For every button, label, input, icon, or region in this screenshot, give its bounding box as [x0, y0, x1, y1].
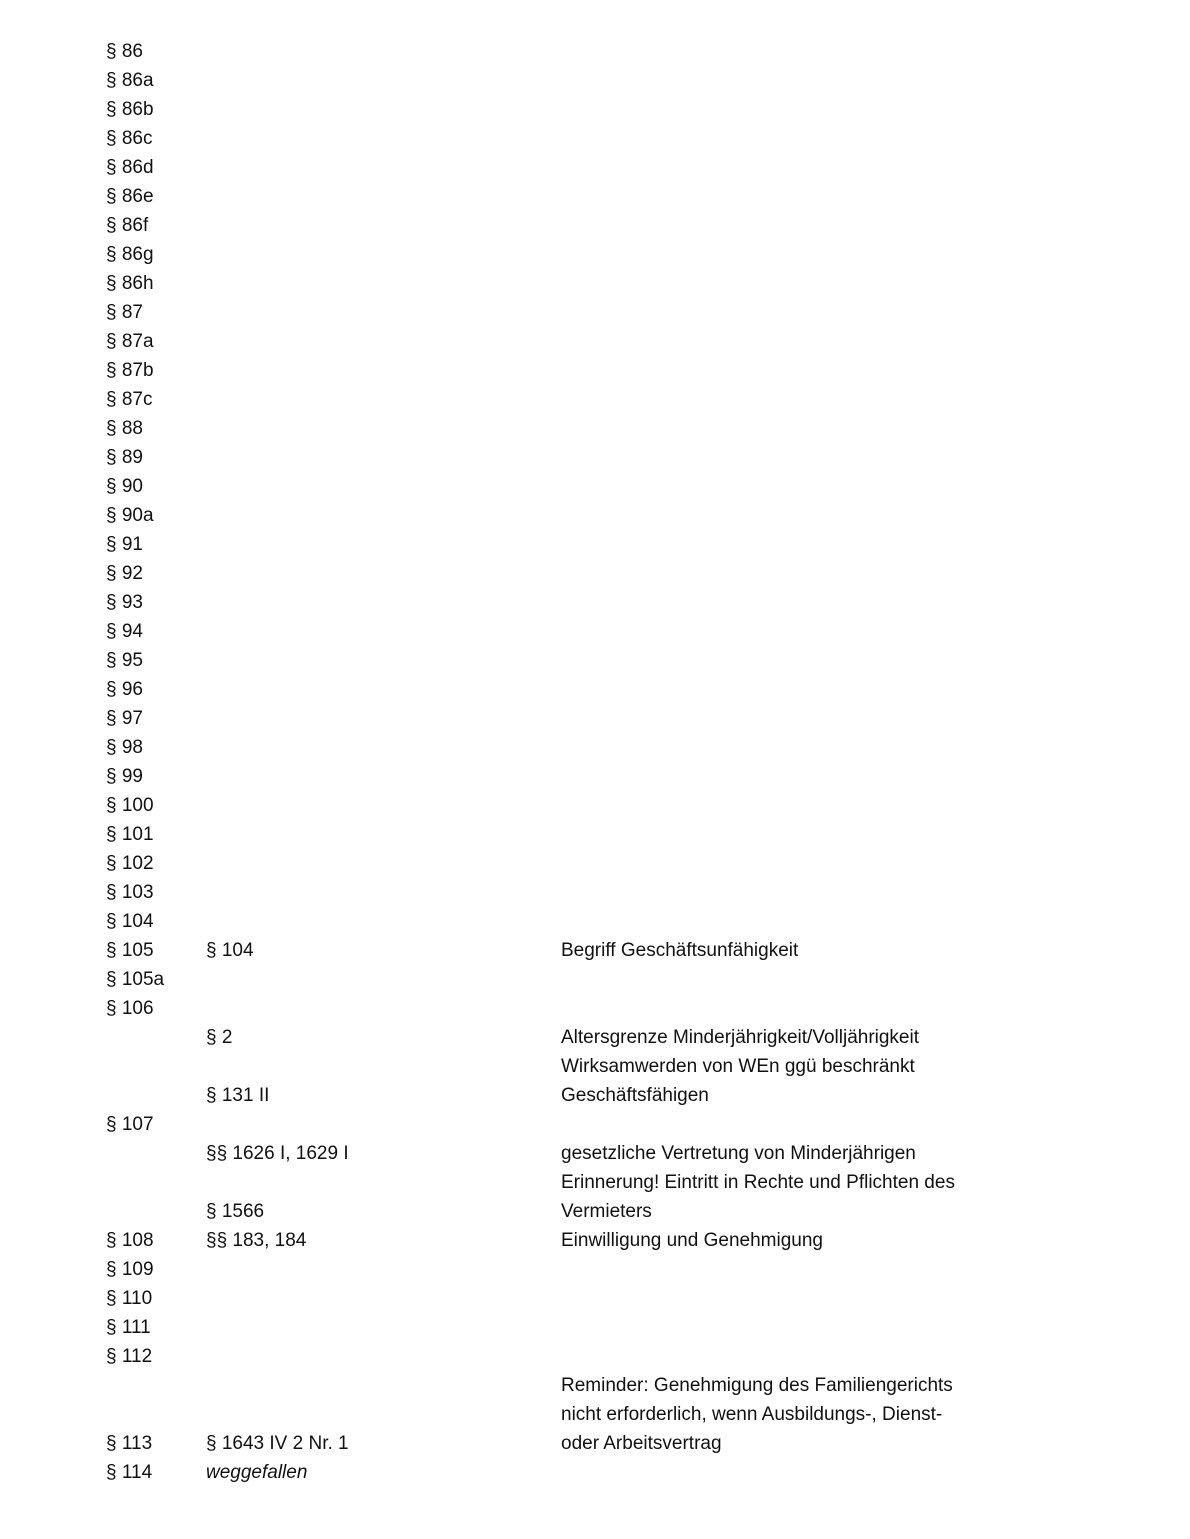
note-cell	[561, 501, 1106, 530]
note-cell	[561, 240, 1106, 269]
reference-cell	[206, 298, 561, 327]
section-number: § 86h	[106, 273, 154, 294]
section-number	[106, 1400, 206, 1429]
reference-cell	[206, 1110, 561, 1139]
note-cell	[561, 1313, 1106, 1342]
note-cell: Vermieters	[561, 1201, 652, 1222]
note-cell	[561, 965, 1106, 994]
note-cell	[561, 153, 1106, 182]
table-row	[106, 1313, 1106, 1342]
section-number: § 89	[106, 447, 143, 468]
note-cell	[561, 298, 1106, 327]
section-number: § 98	[106, 737, 143, 758]
reference-cell	[206, 1400, 561, 1429]
reference-cell: §§ 183, 184	[206, 1230, 307, 1251]
section-number	[106, 1139, 206, 1168]
reference-cell	[206, 414, 561, 443]
reference-cell	[206, 675, 561, 704]
table-row	[106, 965, 1106, 994]
note-cell	[561, 443, 1106, 472]
note-cell	[561, 646, 1106, 675]
note-cell	[561, 182, 1106, 211]
reference-cell	[206, 182, 561, 211]
reference-cell	[206, 153, 561, 182]
table-row	[106, 95, 1106, 124]
table-row	[106, 240, 1106, 269]
table-row	[106, 1023, 1106, 1052]
reference-cell: § 1566	[206, 1201, 265, 1222]
reference-cell	[206, 646, 561, 675]
table-row	[106, 762, 1106, 791]
section-number: § 96	[106, 679, 143, 700]
section-number: § 111	[106, 1317, 151, 1338]
note-cell	[561, 704, 1106, 733]
note-cell: nicht erforderlich, wenn Ausbildungs-, Dienst-	[561, 1404, 943, 1425]
reference-cell	[206, 1255, 561, 1284]
reference-cell	[206, 1371, 561, 1400]
table-row	[106, 1342, 1106, 1371]
table-row	[106, 1081, 1106, 1110]
table-row	[106, 588, 1106, 617]
table-row	[106, 791, 1106, 820]
note-cell	[561, 849, 1106, 878]
reference-cell	[206, 37, 561, 66]
table-row	[106, 211, 1106, 240]
note-cell	[561, 37, 1106, 66]
section-number: § 87c	[106, 389, 153, 410]
section-number: § 105a	[106, 969, 165, 990]
reference-cell	[206, 588, 561, 617]
note-cell	[561, 472, 1106, 501]
table-row	[106, 1255, 1106, 1284]
note-cell	[561, 1110, 1106, 1139]
table-row	[106, 327, 1106, 356]
section-number: § 95	[106, 650, 143, 671]
section-number: § 93	[106, 592, 143, 613]
section-number: § 90	[106, 476, 143, 497]
note-cell	[561, 559, 1106, 588]
table-row	[106, 414, 1106, 443]
reference-cell	[206, 820, 561, 849]
note-cell	[561, 95, 1106, 124]
section-number: § 103	[106, 882, 154, 903]
table-row	[106, 1197, 1106, 1226]
section-number: § 108	[106, 1230, 154, 1251]
table-row	[106, 1458, 1106, 1487]
reference-cell: § 1643 IV 2 Nr. 1	[206, 1433, 349, 1454]
section-number	[106, 1052, 206, 1081]
table-row	[106, 1110, 1106, 1139]
note-cell	[561, 414, 1106, 443]
table-row	[106, 1429, 1106, 1458]
section-number	[106, 1081, 206, 1110]
table-row	[106, 1400, 1106, 1429]
reference-cell	[206, 704, 561, 733]
table-row	[106, 675, 1106, 704]
section-number: § 92	[106, 563, 143, 584]
section-number: § 87	[106, 302, 143, 323]
reference-cell	[206, 559, 561, 588]
note-cell	[561, 675, 1106, 704]
note-cell	[561, 762, 1106, 791]
table-row	[106, 704, 1106, 733]
section-number: § 112	[106, 1346, 153, 1367]
reference-cell: § 2	[206, 1027, 233, 1048]
table-row	[106, 530, 1106, 559]
reference-cell	[206, 994, 561, 1023]
note-cell	[561, 588, 1106, 617]
note-cell	[561, 124, 1106, 153]
reference-cell	[206, 211, 561, 240]
reference-cell	[206, 95, 561, 124]
section-number	[106, 1168, 206, 1197]
reference-cell	[206, 733, 561, 762]
table-row	[106, 617, 1106, 646]
note-cell: Einwilligung und Genehmigung	[561, 1230, 823, 1251]
note-cell	[561, 530, 1106, 559]
table-row	[106, 820, 1106, 849]
reference-cell	[206, 617, 561, 646]
section-number: § 97	[106, 708, 143, 729]
reference-cell	[206, 1052, 561, 1081]
note-cell: Erinnerung! Eintritt in Rechte und Pflichten des	[561, 1172, 955, 1193]
table-row	[106, 269, 1106, 298]
note-cell	[561, 356, 1106, 385]
section-number: § 105	[106, 940, 154, 961]
note-cell	[561, 820, 1106, 849]
table-row	[106, 298, 1106, 327]
section-number: § 90a	[106, 505, 154, 526]
note-cell	[561, 327, 1106, 356]
reference-cell	[206, 849, 561, 878]
section-number: § 86	[106, 41, 143, 62]
note-cell	[561, 1255, 1106, 1284]
reference-cell	[206, 1342, 561, 1371]
table-row	[106, 124, 1106, 153]
table-row	[106, 994, 1106, 1023]
section-number: § 94	[106, 621, 143, 642]
paragraph-table	[106, 37, 1106, 1487]
note-cell: Altersgrenze Minderjährigkeit/Volljährigkeit	[561, 1027, 920, 1048]
table-row	[106, 907, 1106, 936]
section-number: § 101	[106, 824, 154, 845]
section-number: § 88	[106, 418, 143, 439]
reference-cell: § 104	[206, 940, 254, 961]
note-cell	[561, 1284, 1106, 1313]
table-row	[106, 646, 1106, 675]
reference-cell: §§ 1626 I, 1629 I	[206, 1143, 349, 1164]
note-cell	[561, 994, 1106, 1023]
table-row	[106, 1371, 1106, 1400]
note-cell	[561, 211, 1106, 240]
table-row	[106, 472, 1106, 501]
table-row	[106, 153, 1106, 182]
section-number: § 104	[106, 911, 154, 932]
table-row	[106, 878, 1106, 907]
table-row	[106, 37, 1106, 66]
section-number: § 106	[106, 998, 154, 1019]
note-cell	[561, 385, 1106, 414]
section-number: § 86f	[106, 215, 149, 236]
section-number: § 113	[106, 1433, 153, 1454]
section-number: § 86b	[106, 99, 154, 120]
section-number: § 86d	[106, 157, 154, 178]
reference-cell	[206, 240, 561, 269]
section-number: § 99	[106, 766, 143, 787]
reference-cell	[206, 124, 561, 153]
reference-cell	[206, 1284, 561, 1313]
section-number: § 114	[106, 1462, 153, 1483]
note-cell: Wirksamwerden von WEn ggü beschränkt	[561, 1056, 915, 1077]
reference-cell	[206, 327, 561, 356]
table-row	[106, 936, 1106, 965]
note-cell	[561, 1458, 1106, 1487]
reference-cell	[206, 1168, 561, 1197]
reference-cell	[206, 530, 561, 559]
note-cell	[561, 617, 1106, 646]
section-number: § 86c	[106, 128, 153, 149]
note-cell	[561, 733, 1106, 762]
reference-cell: § 131 II	[206, 1085, 270, 1106]
note-cell: oder Arbeitsvertrag	[561, 1433, 722, 1454]
table-row	[106, 66, 1106, 95]
section-number: § 107	[106, 1114, 154, 1135]
reference-cell	[206, 762, 561, 791]
reference-cell	[206, 356, 561, 385]
table-row	[106, 1168, 1106, 1197]
reference-cell	[206, 385, 561, 414]
section-number: § 110	[106, 1288, 153, 1309]
note-cell	[561, 878, 1106, 907]
note-cell: Begriff Geschäftsunfähigkeit	[561, 940, 799, 961]
table-row	[106, 385, 1106, 414]
table-row	[106, 356, 1106, 385]
reference-cell	[206, 878, 561, 907]
table-row	[106, 1139, 1106, 1168]
section-number: § 109	[106, 1259, 154, 1280]
note-cell: Geschäftsfähigen	[561, 1085, 709, 1106]
section-number: § 91	[106, 534, 143, 555]
table-row	[106, 182, 1106, 211]
note-cell	[561, 1342, 1106, 1371]
note-cell: gesetzliche Vertretung von Minderjährigen	[561, 1143, 916, 1164]
reference-cell	[206, 472, 561, 501]
section-number: § 87b	[106, 360, 154, 381]
note-cell	[561, 791, 1106, 820]
section-number: § 86a	[106, 70, 154, 91]
table-row	[106, 559, 1106, 588]
note-cell: Reminder: Genehmigung des Familiengerichts	[561, 1375, 953, 1396]
reference-cell	[206, 269, 561, 298]
table-row	[106, 1284, 1106, 1313]
section-number	[106, 1371, 206, 1400]
note-cell	[561, 907, 1106, 936]
section-number	[106, 1023, 206, 1052]
reference-cell	[206, 66, 561, 95]
table-row	[106, 443, 1106, 472]
table-row	[106, 1052, 1106, 1081]
section-number: § 100	[106, 795, 154, 816]
note-cell	[561, 269, 1106, 298]
note-cell	[561, 66, 1106, 95]
section-number: § 102	[106, 853, 154, 874]
table-row	[106, 501, 1106, 530]
section-number	[106, 1197, 206, 1226]
reference-cell	[206, 1313, 561, 1342]
reference-cell	[206, 501, 561, 530]
reference-cell	[206, 907, 561, 936]
reference-cell	[206, 965, 561, 994]
table-row	[106, 733, 1106, 762]
reference-cell	[206, 791, 561, 820]
reference-cell: weggefallen	[206, 1462, 308, 1483]
table-row	[106, 849, 1106, 878]
section-number: § 87a	[106, 331, 154, 352]
section-number: § 86g	[106, 244, 154, 265]
section-number: § 86e	[106, 186, 154, 207]
table-row	[106, 1226, 1106, 1255]
reference-cell	[206, 443, 561, 472]
